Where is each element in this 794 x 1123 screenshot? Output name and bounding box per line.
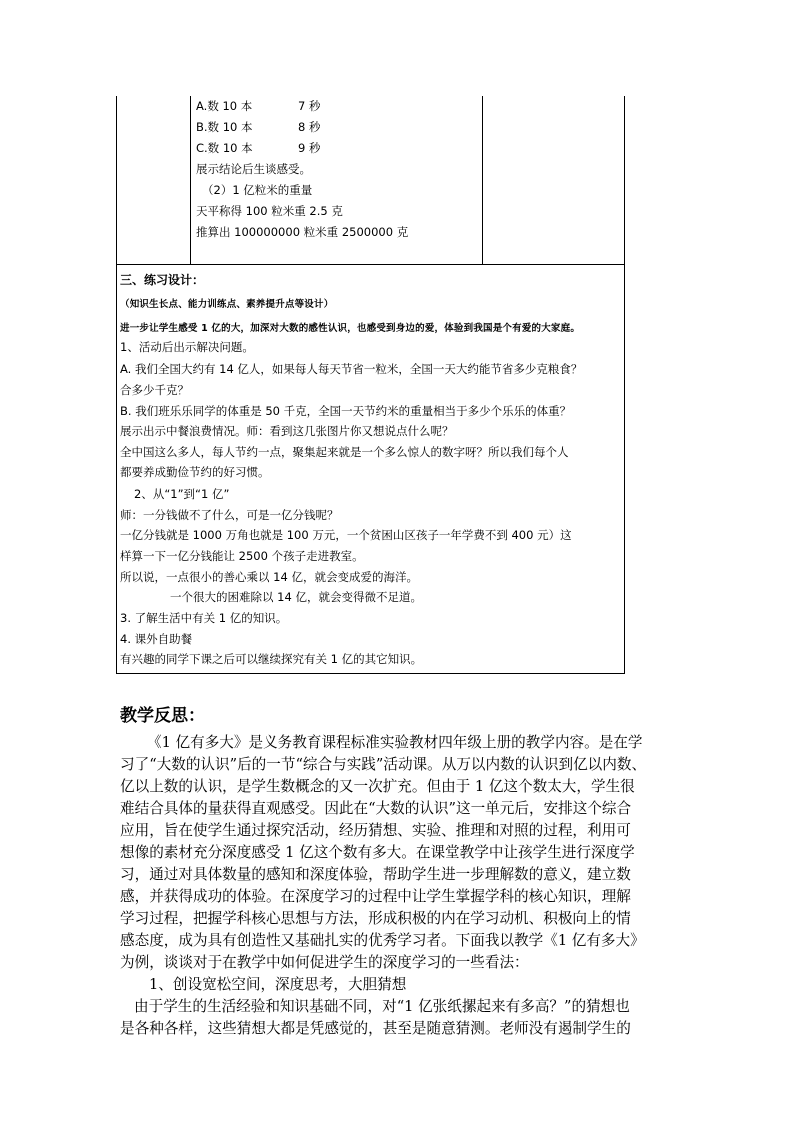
reflection-title: 教学反思： [120,706,205,726]
practice-line: 合多少千克？ [120,383,189,397]
practice-line: 一亿分钱就是 1000 万角也就是 100 万元，一个贫困山区孩子一年学费不到 400 元）这 [120,528,572,542]
table-border-right [624,96,625,674]
practice-line: B. 我们班乐乐同学的体重是 50 千克，全国一天节约米的重量相当于多少个乐乐的体重？ [120,404,572,418]
reflection-line: 为例，谈谈对于在教学中如何促进学生的深度学习的一些看法： [120,954,529,971]
practice-line: 4. 课外自助餐 [120,632,193,646]
option-time: 7 秒 [298,99,321,113]
practice-line: 1、活动后出示解决问题。 [120,340,254,354]
reflection-line: 应用，旨在使学生通过探究活动，经历猜想、实验、推理和对照的过程，利用可 [120,822,631,839]
practice-line: 2、从“1”到“1 亿” [134,487,230,501]
practice-line: 都要养成勤俭节约的好习惯。 [120,465,270,479]
upper-line: （2）1 亿粒米的重量 [202,183,313,197]
practice-heading: 三、练习设计： [120,273,205,287]
table-inner-left [190,96,191,264]
upper-line: 展示结论后生谈感受。 [196,162,311,176]
option-time: 8 秒 [298,120,321,134]
table-border-bottom [116,673,625,674]
table-border-left [116,96,117,674]
practice-intro: 进一步让学生感受 1 亿的大，加深对大数的感性认识，也感受到身边的爱，体验到我国是个有爱的大家庭。 [120,323,581,334]
practice-line: 全中国这么多人，每人节约一点，聚集起来就是一个多么惊人的数字呀？所以我们每个人 [120,445,569,459]
practice-line: A. 我们全国大约有 14 亿人，如果每人每天节省一粒米，全国一天大约能节省多少克粮食？ [120,362,583,376]
upper-line: 天平称得 100 粒米重 2.5 克 [196,204,343,218]
upper-line: 推算出 100000000 粒米重 2500000 克 [196,225,409,239]
reflection-line: 《1 亿有多大》是义务教育课程标准实验教材四年级上册的教学内容。是在学 [147,734,643,751]
option-b [196,119,321,135]
reflection-subheading: 1、创设宽松空间，深度思考，大胆猜想 [149,976,407,993]
table-inner-right [482,96,483,264]
option-label: B.数 10 本 [196,120,253,134]
practice-line: 所以说，一点很小的善心乘以 14 亿，就会变成爱的海洋。 [120,570,418,584]
reflection-line: 感态度，成为具有创造性又基础扎实的优秀学习者。下面我以教学《1 亿有多大》 [120,932,645,949]
table-row-divider [116,264,625,265]
reflection-line: 是各种各样，这些猜想大都是凭感觉的，甚至是随意猜测。老师没有遏制学生的 [120,1020,631,1037]
practice-line: 有兴趣的同学下课之后可以继续探究有关 1 亿的其它知识。 [120,652,423,666]
practice-line: 3. 了解生活中有关 1 亿的知识。 [120,611,288,625]
reflection-line: 习，通过对具体数量的感知和深度体验，帮助学生进一步理解数的意义，建立数 [120,866,631,883]
practice-line: 师：一分钱做不了什么，可是一亿分钱呢？ [120,508,339,522]
reflection-line: 难结合具体的量获得直观感受。因此在“大数的认识”这一单元后，安排这个综合 [120,800,632,817]
practice-note: （知识生长点、能力训练点、素养提升点等设计） [120,299,334,310]
practice-line: 样算一下一亿分钱能让 2500 个孩子走进教室。 [120,549,364,563]
reflection-line: 由于学生的生活经验和知识基础不同，对“1 亿张纸摞起来有多高？”的猜想也 [134,998,630,1015]
option-c [196,140,321,156]
reflection-line: 想像的素材充分深度感受 1 亿这个数有多大。在课堂教学中让孩学生进行深度学 [120,844,635,861]
reflection-line: 学习过程，把握学科核心思想与方法，形成积极的内在学习动机、积极向上的情 [120,910,631,927]
practice-line: 展示出示中餐浪费情况。师：看到这几张图片你又想说点什么呢？ [120,424,454,438]
option-time: 9 秒 [298,141,321,155]
option-label: C.数 10 本 [196,141,253,155]
reflection-line: 感，并获得成功的体验。在深度学习的过程中让学生掌握学科的核心知识，理解 [120,888,631,905]
reflection-line: 亿以上数的认识，是学生数概念的又一次扩充。但由于 1 亿这个数太大，学生很 [120,778,635,795]
reflection-line: 习了“大数的认识”后的一节“综合与实践”活动课。从万以内数的认识到亿以内数、 [120,756,647,773]
option-label: A.数 10 本 [196,99,253,113]
practice-line: 一个很大的困难除以 14 亿，就会变得微不足道。 [170,590,422,604]
option-a [196,98,321,114]
